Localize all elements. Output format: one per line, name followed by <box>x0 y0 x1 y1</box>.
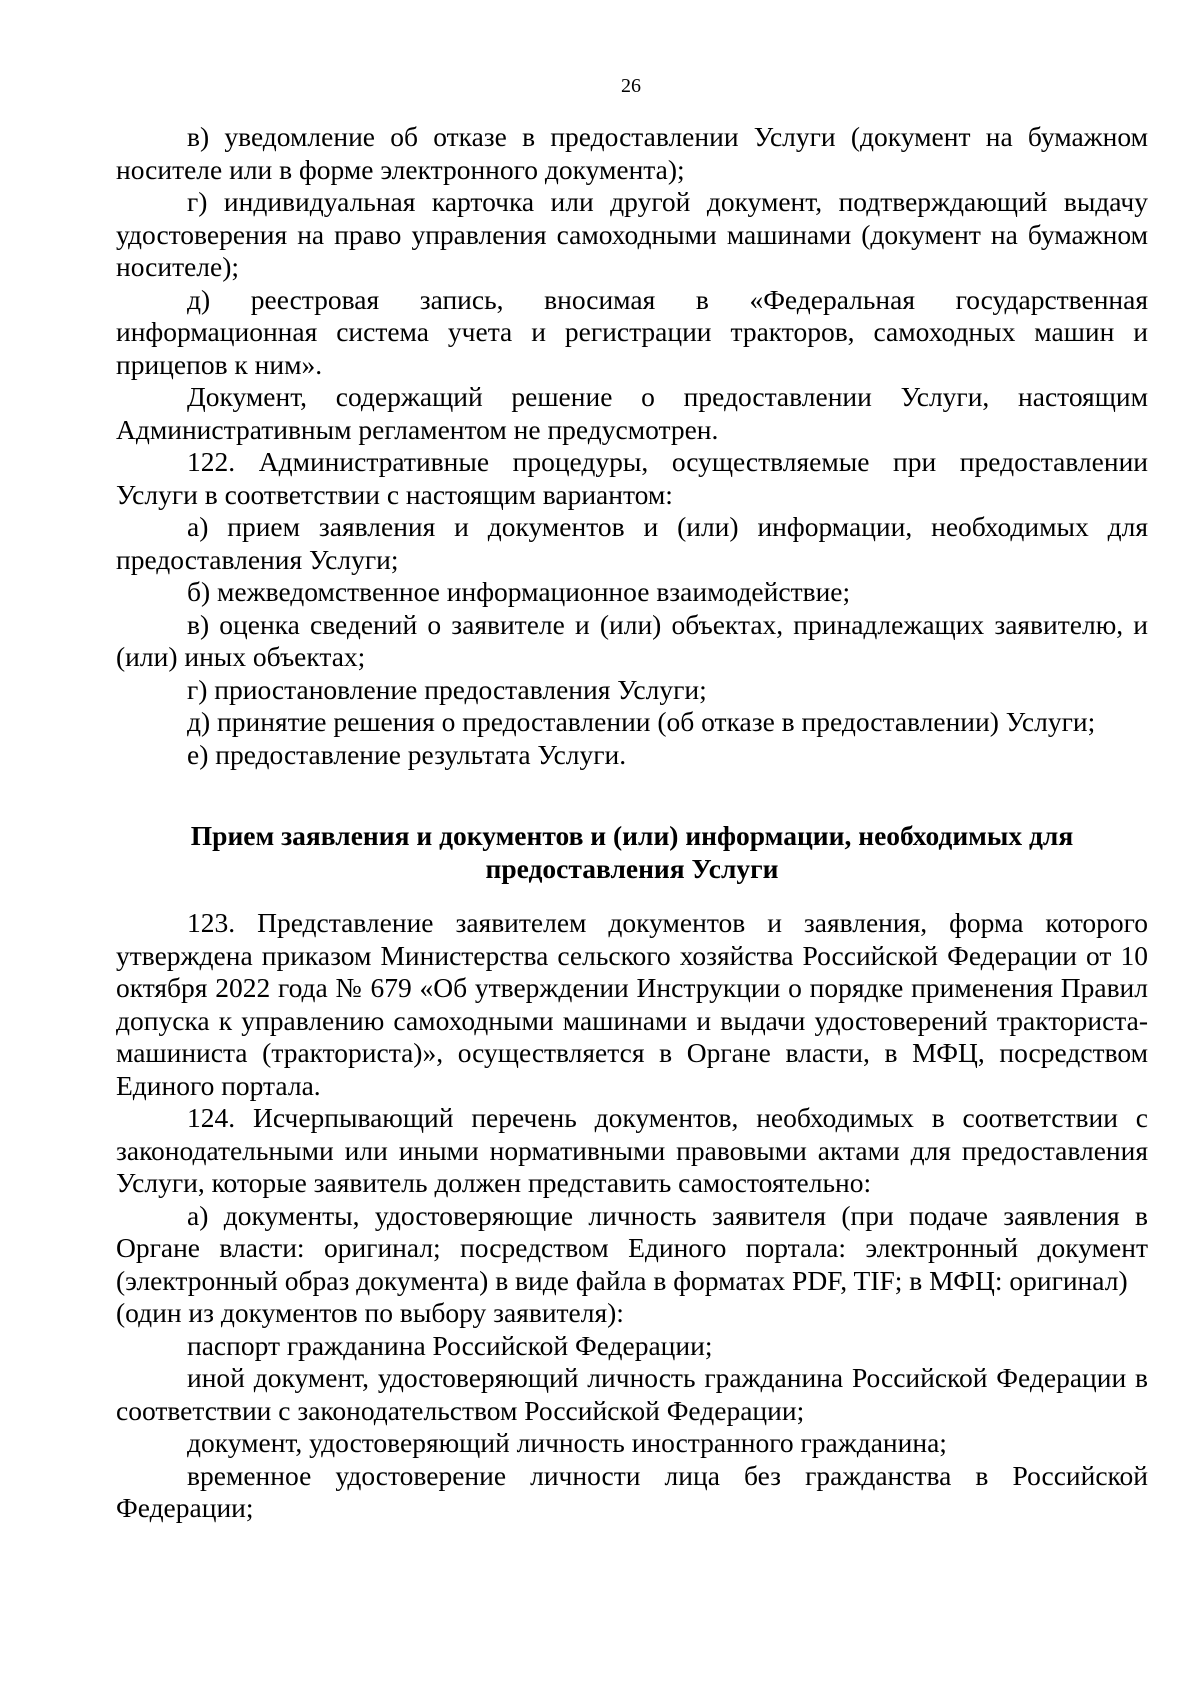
paragraph-decision-document: Документ, содержащий решение о предоставлении Услуги, настоящим Административным регламентом не предусмотрен. <box>116 381 1148 445</box>
paragraph-item-d-registry-record: д) реестровая запись, вносимая в «Федеральная государственная информационная система учета и регистрации тракторов, самоходных машин и прицепов к ним». <box>116 283 1148 380</box>
procedure-item-g: г) приостановление предоставления Услуги; <box>187 673 707 705</box>
document-body <box>116 121 1148 1525</box>
section-heading-line-2: предоставления Услуги <box>485 852 779 884</box>
paragraph-123: 123. Представление заявителем документов и заявления, форма которого утверждена приказом Министерства сельского хозяйства Российской Федерации от 10 октября 2022 года № 679 «Об утверждении Инструкции о порядке применения Правил допуска к управлению самоходными машинами и выдачи удостоверений тракториста-машиниста (тракториста)», осуществляется в Органе власти, в МФЦ, посредством Единого портала. <box>116 907 1148 1101</box>
paragraph-item-v-refusal-notice: в) уведомление об отказе в предоставлении Услуги (документ на бумажном носителе или в форме электронного документа); <box>116 121 1148 185</box>
section-heading-line-1: Прием заявления и документов и (или) информации, необходимых для <box>190 820 1074 851</box>
page-number: 26 <box>621 75 641 97</box>
document-option-other-citizen-id: иной документ, удостоверяющий личность гражданина Российской Федерации в соответствии с законодательством Российской Федерации; <box>116 1362 1148 1426</box>
document-item-a-identity: а) документы, удостоверяющие личность заявителя (при подаче заявления в Органе власти: оригинал; посредством Единого портала: электронный документ (электронный образ документа) в виде файла в форматах PDF, TIF; в МФЦ: оригинал) <box>116 1199 1148 1296</box>
paragraph-122: 122. Административные процедуры, осуществляемые при предоставлении Услуги в соответствии с настоящим вариантом: <box>116 446 1148 510</box>
procedure-item-a: а) прием заявления и документов и (или) информации, необходимых для предоставления Услуги; <box>116 511 1148 575</box>
document-item-a-choice-note: (один из документов по выбору заявителя): <box>116 1297 624 1328</box>
paragraph-124: 124. Исчерпывающий перечень документов, необходимых в соответствии с законодательными или иными нормативными правовыми актами для предоставления Услуги, которые заявитель должен представить самостоятельно: <box>116 1102 1148 1198</box>
paragraph-item-g-individual-card: г) индивидуальная карточка или другой документ, подтверждающий выдачу удостоверения на право управления самоходными машинами (документ на бумажном носителе); <box>116 186 1148 282</box>
document-option-foreign-citizen-id: документ, удостоверяющий личность иностранного гражданина; <box>187 1427 947 1458</box>
document-option-stateless-temporary-id: временное удостоверение личности лица без гражданства в Российской Федерации; <box>116 1459 1148 1523</box>
section-heading <box>116 771 1148 907</box>
procedure-item-e: е) предоставление результата Услуги. <box>187 738 627 770</box>
procedure-item-b: б) межведомственное информационное взаимодействие; <box>187 576 851 607</box>
procedure-item-d: д) принятие решения о предоставлении (об отказе в предоставлении) Услуги; <box>187 706 1096 737</box>
document-option-passport: паспорт гражданина Российской Федерации; <box>187 1329 713 1361</box>
procedure-item-v: в) оценка сведений о заявителе и (или) объектах, принадлежащих заявителю, и (или) иных объектах; <box>116 608 1148 672</box>
